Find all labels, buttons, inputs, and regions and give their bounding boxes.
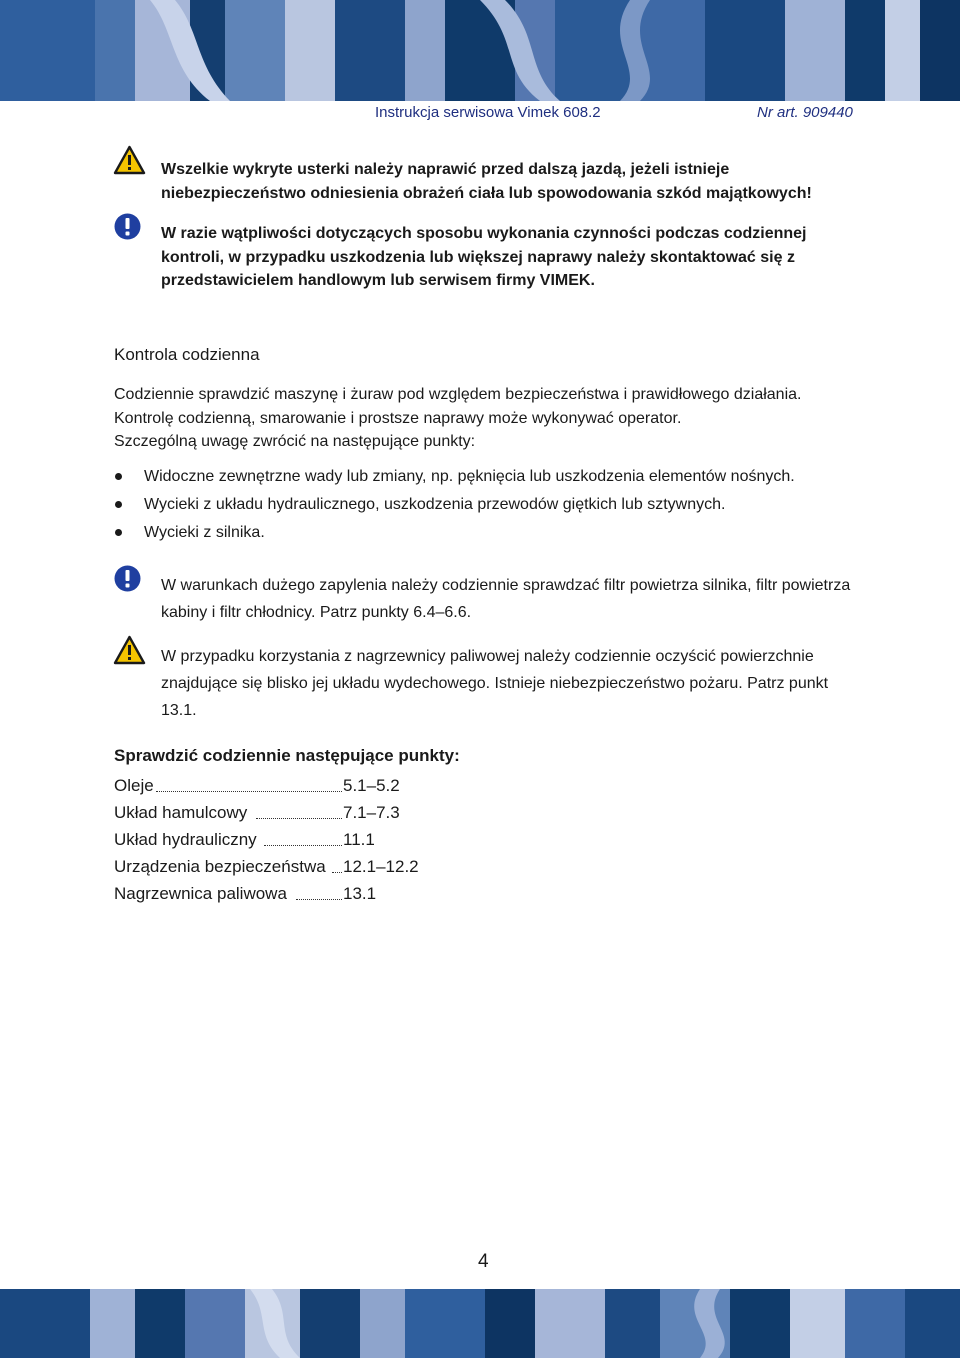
page-number: 4: [478, 1251, 489, 1272]
dot-leader: [256, 818, 342, 819]
paragraph-line: Codziennie sprawdzić maszynę i żuraw pod względem bezpieczeństwa i prawidłowego działania.: [114, 386, 802, 403]
checklist-label: Układ hydrauliczny: [114, 830, 257, 849]
checklist-ref: 7.1–7.3: [343, 803, 400, 822]
checklist-label: Układ hamulcowy: [114, 803, 248, 822]
dot-leader: [332, 872, 342, 873]
checklist-title: Sprawdzić codziennie następujące punkty:: [114, 746, 460, 765]
dot-leader: [264, 845, 342, 846]
dot-leader: [156, 791, 342, 792]
warning-notice-heater: W przypadku korzystania z nagrzewnicy paliwowej należy codziennie oczyścić powierzchnie znajdujące się blisko jej układu wydechowego. Istnieje niebezpieczeństwo pożaru. Patrz punkt 13.1.: [161, 648, 829, 719]
paragraph-line: Szczególną uwagę zwrócić na następujące punkty:: [114, 433, 476, 450]
checklist-ref: 13.1: [343, 884, 377, 903]
bullet-icon: [115, 529, 122, 536]
checklist-row: [114, 799, 614, 826]
paragraph-line: Kontrolę codzienną, smarowanie i prostsze naprawy może wykonywać operator.: [114, 409, 682, 427]
article-number: Nr art. 909440: [757, 104, 853, 121]
checklist-row: [114, 772, 614, 799]
list-item: [114, 491, 894, 519]
info-notice-contact: W razie wątpliwości dotyczących sposobu wykonania czynności podczas codziennej kontroli, w przypadku uszkodzenia lub większej naprawy należy skontaktować się z przedstawicielem handlowym lub serwisem firmy VIMEK.: [161, 225, 807, 289]
list-item-text: Wycieki z układu hydraulicznego, uszkodzenia przewodów giętkich lub sztywnych.: [144, 496, 726, 513]
header-decorative-band: [0, 0, 960, 101]
checklist: [114, 772, 614, 907]
list-item: [114, 463, 894, 491]
section-title: Kontrola codzienna: [114, 345, 260, 364]
exclamation-circle-icon: [114, 213, 141, 245]
document-title: Instrukcja serwisowa Vimek 608.2: [375, 104, 601, 121]
section-paragraph: [114, 383, 874, 454]
checklist-ref: 5.1–5.2: [343, 776, 400, 795]
dot-leader: [296, 899, 342, 900]
checklist-row: [114, 880, 614, 907]
warning-triangle-icon: [113, 635, 146, 670]
checklist-row: [114, 826, 614, 853]
checklist-label: Urządzenia bezpieczeństwa: [114, 857, 326, 876]
checklist-ref: 11.1: [343, 830, 375, 849]
footer-decorative-band: [0, 1289, 960, 1358]
checklist-label: Nagrzewnica paliwowa: [114, 884, 287, 903]
info-notice-filters: W warunkach dużego zapylenia należy codziennie sprawdzać filtr powietrza silnika, filtr powietrza kabiny i filtr chłodnicy. Patrz punkty 6.4–6.6.: [161, 577, 851, 621]
checklist-row: [114, 853, 614, 880]
checklist-ref: 12.1–12.2: [343, 857, 419, 876]
bullet-icon: [115, 501, 122, 508]
list-item-text: Widoczne zewnętrzne wady lub zmiany, np. pęknięcia lub uszkodzenia elementów nośnych.: [144, 468, 795, 485]
exclamation-circle-icon: [114, 565, 141, 597]
warning-notice-repair: Wszelkie wykryte usterki należy naprawić przed dalszą jazdą, jeżeli istnieje niebezpieczeństwo odniesienia obrażeń ciała lub spowodowania szkód majątkowych!: [161, 161, 812, 202]
checklist-label: Oleje: [114, 776, 154, 795]
inspection-bullet-list: [114, 463, 894, 547]
list-item: [114, 519, 894, 547]
warning-triangle-icon: [113, 145, 146, 180]
bullet-icon: [115, 473, 122, 480]
list-item-text: Wycieki z silnika.: [144, 524, 265, 541]
